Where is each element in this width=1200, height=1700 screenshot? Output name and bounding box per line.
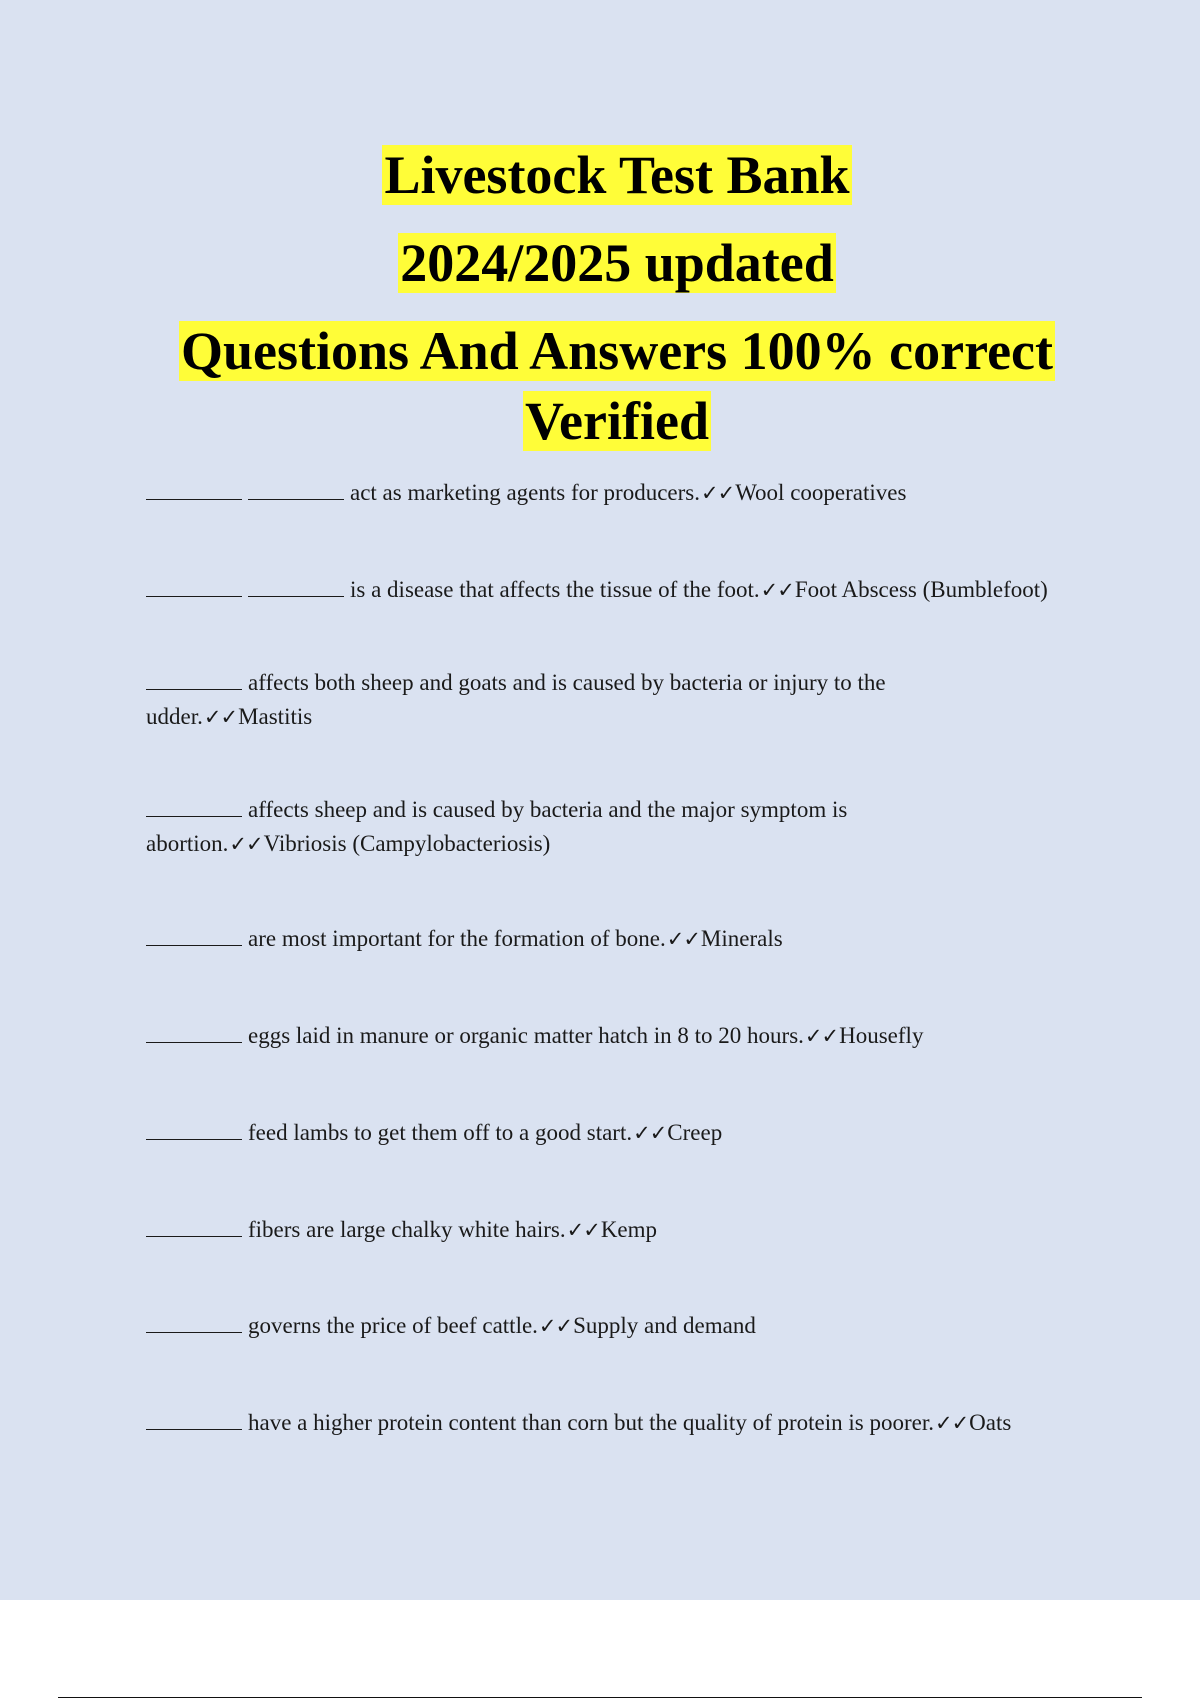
double-check-icon: ✓✓ xyxy=(203,705,238,729)
answer-text: Supply and demand xyxy=(573,1313,756,1338)
question-text: feed lambs to get them off to a good start. xyxy=(248,1120,633,1145)
answer-text: Foot Abscess (Bumblefoot) xyxy=(794,577,1048,602)
double-check-icon: ✓✓ xyxy=(229,832,263,856)
answer-blank xyxy=(248,576,344,597)
double-check-icon: ✓✓ xyxy=(760,578,794,602)
question-text: are most important for the formation of bone. xyxy=(248,926,666,951)
question-text: fibers are large chalky white hairs. xyxy=(248,1217,566,1242)
answer-text: Vibriosis (Campylobacteriosis) xyxy=(263,831,551,856)
title-line-1: Livestock Test Bank xyxy=(384,145,850,205)
title-line-4: Verified xyxy=(525,391,709,451)
answer-blank xyxy=(146,1022,242,1043)
question-text: have a higher protein content than corn but the quality of protein is poorer. xyxy=(248,1410,934,1435)
answer-blank xyxy=(146,479,242,500)
question-text: governs the price of beef cattle. xyxy=(248,1313,538,1338)
question-item xyxy=(146,573,1096,607)
answer-blank xyxy=(146,1216,242,1237)
answer-text: Kemp xyxy=(600,1217,658,1242)
answer-text: Mastitis xyxy=(238,704,313,729)
question-item xyxy=(146,1116,1096,1150)
double-check-icon: ✓✓ xyxy=(934,1411,969,1435)
question-text: is a disease that affects the tissue of the foot. xyxy=(350,577,760,602)
answer-text: Creep xyxy=(667,1120,723,1145)
footer-divider xyxy=(58,1697,1142,1698)
question-item xyxy=(146,1019,1096,1053)
title-line-3: Questions And Answers 100% correct xyxy=(181,321,1053,381)
answer-text: Wool cooperatives xyxy=(735,480,907,505)
answer-blank xyxy=(146,1119,242,1140)
question-item xyxy=(146,1213,1096,1247)
answer-blank xyxy=(146,925,242,946)
question-item xyxy=(146,1309,1096,1343)
double-check-icon: ✓✓ xyxy=(538,1314,573,1338)
answer-blank xyxy=(146,796,242,817)
question-text: affects sheep and is caused by bacteria and the major symptom is abortion. xyxy=(146,797,848,856)
double-check-icon: ✓✓ xyxy=(566,1218,600,1242)
question-item xyxy=(146,1406,1146,1440)
question-item xyxy=(146,476,1096,510)
double-check-icon: ✓✓ xyxy=(633,1121,667,1145)
title-line-2: 2024/2025 updated xyxy=(400,233,834,293)
answer-blank xyxy=(248,479,344,500)
question-text: act as marketing agents for producers. xyxy=(350,480,700,505)
document-title xyxy=(0,140,1200,456)
question-item xyxy=(146,666,946,734)
double-check-icon: ✓✓ xyxy=(700,481,735,505)
question-text: eggs laid in manure or organic matter hatch in 8 to 20 hours. xyxy=(248,1023,804,1048)
answer-text: Minerals xyxy=(700,926,783,951)
answer-blank xyxy=(146,1409,242,1430)
question-item xyxy=(146,793,916,861)
answer-blank xyxy=(146,1312,242,1333)
answer-text: Oats xyxy=(969,1410,1012,1435)
question-text: affects both sheep and goats and is caused by bacteria or injury to the udder. xyxy=(146,670,886,729)
answer-blank xyxy=(146,576,242,597)
double-check-icon: ✓✓ xyxy=(666,927,700,951)
answer-blank xyxy=(146,669,242,690)
question-item xyxy=(146,922,1096,956)
answer-text: Housefly xyxy=(839,1023,924,1048)
double-check-icon: ✓✓ xyxy=(804,1024,839,1048)
